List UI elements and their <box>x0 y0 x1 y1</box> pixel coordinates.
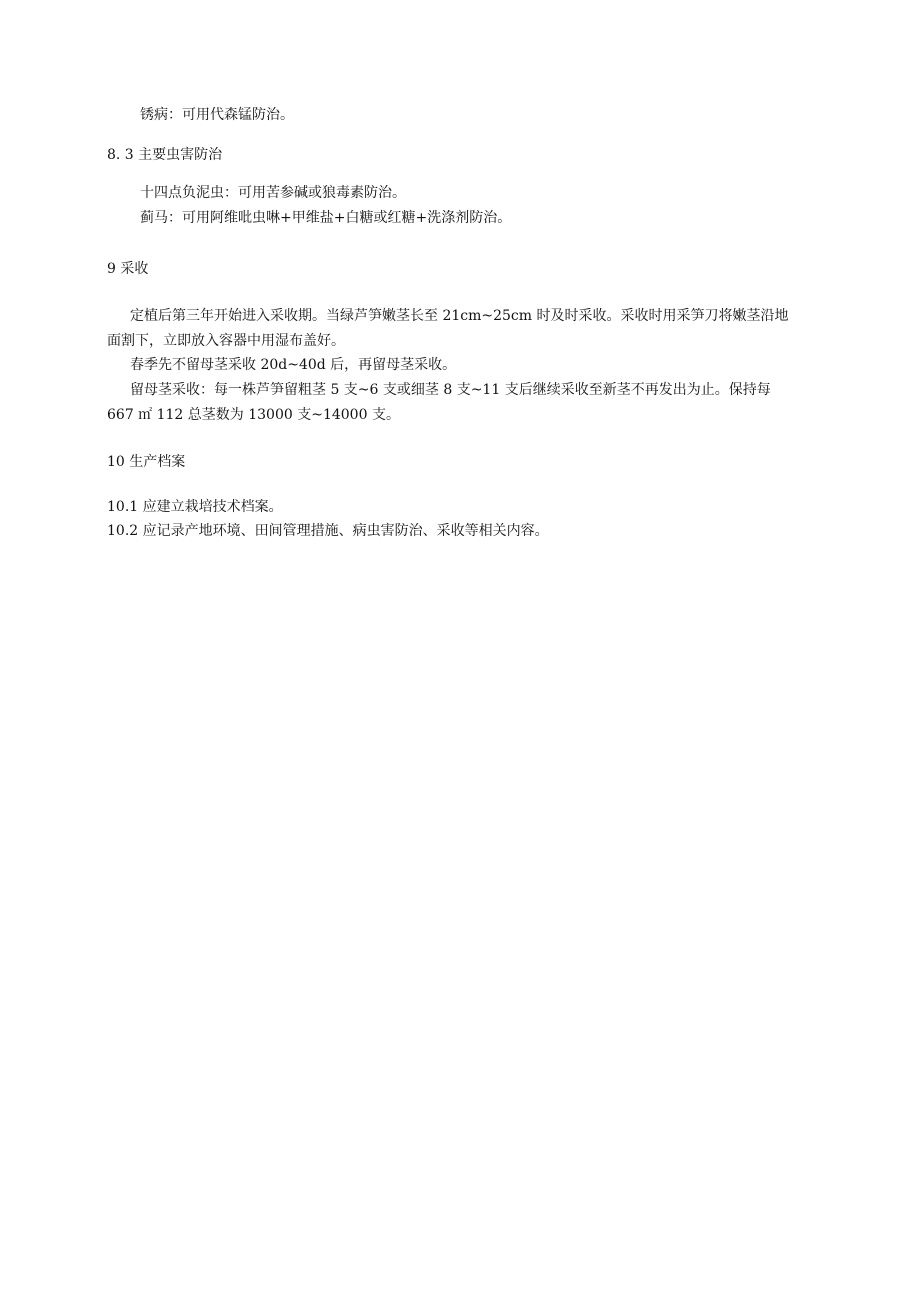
item-10-1: 10.1 应建立栽培技术档案。 <box>107 499 283 515</box>
rust-disease-text: 锈病：可用代森锰防治。 <box>140 107 294 123</box>
heading-9: 9 采收 <box>107 261 149 277</box>
harvest-para-2: 春季先不留母茎采收 20d~40d 后，再留母茎采收。 <box>130 357 457 373</box>
harvest-para-3-line-1: 留母茎采收：每一株芦笋留粗茎 5 支~6 支或细茎 8 支~11 支后继续采收至新茎不再发出为止。保持每 <box>130 382 771 398</box>
harvest-para-1-line-1: 定植后第三年开始进入采收期。当绿芦笋嫩茎长至 21cm~25cm 时及时采收。采收时用采笋刀将嫩茎沿地 <box>130 308 789 324</box>
pest-control-text-1: 十四点负泥虫：可用苦参碱或狼毒素防治。 <box>140 185 406 201</box>
harvest-para-1-line-2: 面割下，立即放入容器中用湿布盖好。 <box>107 333 345 349</box>
item-10-2: 10.2 应记录产地环境、田间管理措施、病虫害防治、采收等相关内容。 <box>107 523 549 539</box>
heading-8-3: 8. 3 主要虫害防治 <box>107 147 223 163</box>
harvest-para-3-line-2: 667 ㎡ 112 总茎数为 13000 支~14000 支。 <box>107 407 400 423</box>
heading-10: 10 生产档案 <box>107 454 186 470</box>
pest-control-text-2: 蓟马：可用阿维吡虫啉+甲维盐+白糖或红糖+洗涤剂防治。 <box>140 210 512 226</box>
